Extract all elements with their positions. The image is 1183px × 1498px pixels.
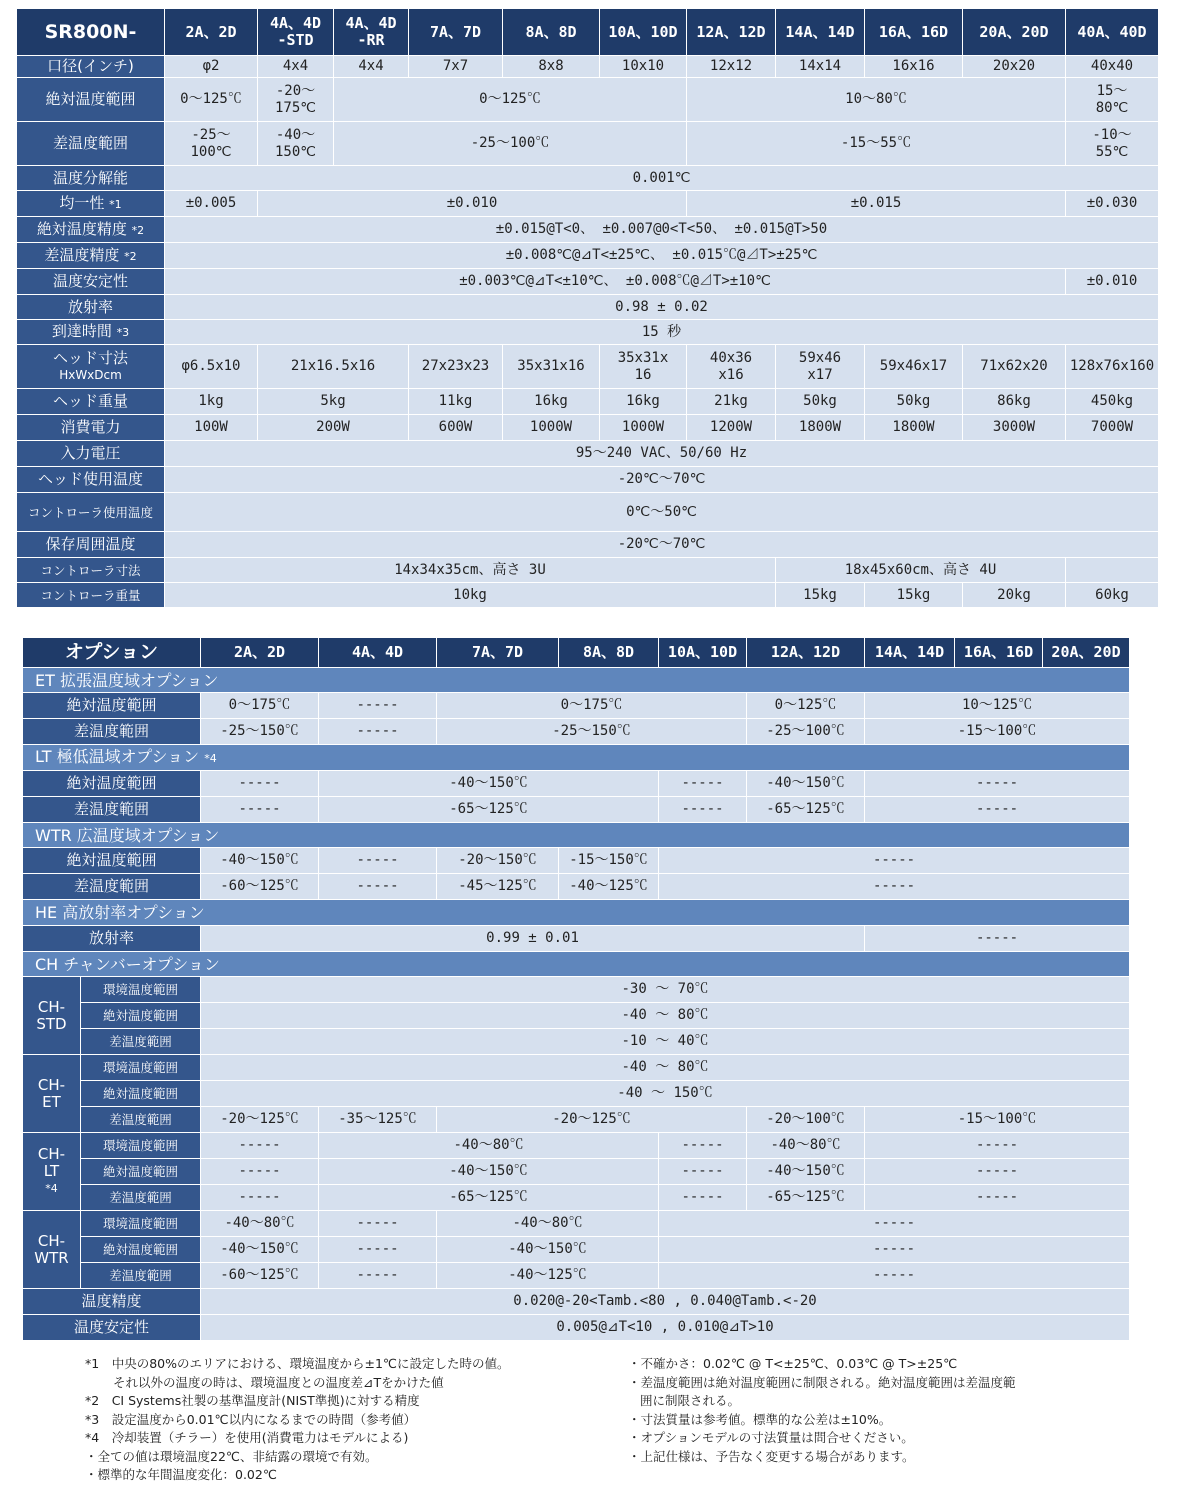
- cell: -60～125℃: [201, 874, 319, 900]
- cell: -40 ～ 80℃: [201, 1055, 1130, 1081]
- cell: -----: [865, 771, 1130, 797]
- cell: -----: [319, 1237, 437, 1263]
- cell: -40～80℃: [747, 1133, 865, 1159]
- model-header: 7A、7D: [409, 9, 503, 56]
- cell: -65～125℃: [747, 797, 865, 823]
- cell: -65～125℃: [319, 1185, 659, 1211]
- cell: 16kg: [600, 389, 687, 415]
- model-header: 8A、8D: [559, 638, 659, 668]
- cell: 11kg: [409, 389, 503, 415]
- model-header: 14A、14D: [776, 9, 865, 56]
- cell: -----: [659, 797, 747, 823]
- cell: -60～125℃: [201, 1263, 319, 1289]
- row-label: 保存周囲温度: [17, 532, 165, 558]
- row-label: 環境温度範囲: [81, 1133, 201, 1159]
- cell: φ6.5x10: [165, 345, 258, 389]
- row-label: ヘッド重量: [17, 389, 165, 415]
- cell: ±0.015@T<0、 ±0.007@0<T<50、 ±0.015@T>50: [165, 217, 1159, 243]
- cell: -----: [319, 1211, 437, 1237]
- cell: 95～240 VAC、50/60 Hz: [165, 441, 1159, 467]
- cell: 16kg: [503, 389, 600, 415]
- note-line: *3 設定温度から0.01℃以内になるまでの時間（参考値）: [85, 1411, 417, 1427]
- row-label: 温度分解能: [17, 166, 165, 191]
- cell: ±0.010: [258, 191, 687, 217]
- group-label: CH- ET: [23, 1055, 81, 1133]
- row-label: 環境温度範囲: [81, 977, 201, 1003]
- cell: -----: [319, 693, 437, 719]
- cell: 0.98 ± 0.02: [165, 295, 1159, 320]
- note-mark: *2: [124, 249, 137, 263]
- row-label: コントローラ重量: [17, 583, 165, 608]
- options-table: [22, 637, 1130, 1341]
- cell: 1kg: [165, 389, 258, 415]
- model-header: 16A、16D: [955, 638, 1043, 668]
- cell: 7x7: [409, 56, 503, 78]
- cell: -----: [319, 848, 437, 874]
- cell: 18x45x60cm、高さ 4U: [776, 558, 1066, 583]
- note-line: 囲に制限される。: [640, 1393, 741, 1408]
- cell: -----: [865, 1159, 1130, 1185]
- cell: 12x12: [687, 56, 776, 78]
- cell: -40～150℃: [201, 848, 319, 874]
- row-label: [17, 345, 165, 389]
- cell: -----: [201, 1159, 319, 1185]
- row-label: ヘッド使用温度: [17, 467, 165, 493]
- cell: -40～150℃: [201, 1237, 319, 1263]
- cell: 10x10: [600, 56, 687, 78]
- cell: -----: [659, 1211, 1130, 1237]
- cell: 4x4: [258, 56, 334, 78]
- row-label: 温度安定性: [17, 269, 165, 295]
- row-label: 環境温度範囲: [81, 1055, 201, 1081]
- cell: -40 ～ 80℃: [201, 1003, 1130, 1029]
- row-label: 差温度範囲: [23, 874, 201, 900]
- cell: -----: [865, 1185, 1130, 1211]
- cell: 200W: [258, 415, 409, 441]
- cell: 0.005@⊿T<10 , 0.010@⊿T>10: [201, 1315, 1130, 1341]
- cell: 0～175℃: [201, 693, 319, 719]
- section-ch: CH チャンバーオプション: [23, 952, 1130, 977]
- cell: 10kg: [165, 583, 776, 608]
- cell: -40～80℃: [319, 1133, 659, 1159]
- model-header: 2A、2D: [201, 638, 319, 668]
- model-header: 2A、2D: [165, 9, 258, 56]
- section-he: HE 高放射率オプション: [23, 900, 1130, 926]
- cell: 10～125℃: [865, 693, 1130, 719]
- cell: 1800W: [865, 415, 963, 441]
- group-label: CH- WTR: [23, 1211, 81, 1289]
- model-header: 4A、4D: [319, 638, 437, 668]
- cell: 3000W: [963, 415, 1066, 441]
- cell: -10～ 55℃: [1066, 122, 1159, 166]
- cell: -----: [865, 797, 1130, 823]
- cell: 15kg: [776, 583, 865, 608]
- model-header: 20A、20D: [1043, 638, 1130, 668]
- model-header: 14A、14D: [865, 638, 955, 668]
- note-line: *1 中央の80%のエリアにおける、環境温度から±1℃に設定した時の値。: [85, 1356, 510, 1371]
- cell: -40 ～ 150℃: [201, 1081, 1130, 1107]
- cell: 0～125℃: [165, 78, 258, 122]
- cell: -40～150℃: [319, 771, 659, 797]
- note-mark: *4: [204, 752, 217, 765]
- group-label-text: CH- LT: [37, 1145, 66, 1180]
- cell: ±0.030: [1066, 191, 1159, 217]
- cell: 15～ 80℃: [1066, 78, 1159, 122]
- cell: -25～ 100℃: [165, 122, 258, 166]
- cell: -25～100℃: [334, 122, 687, 166]
- model-header: 40A、40D: [1066, 9, 1159, 56]
- row-label: 差温度範囲: [81, 1185, 201, 1211]
- label-text: 均一性: [59, 193, 105, 212]
- label-text: 絶対温度精度: [36, 219, 127, 238]
- cell: -----: [319, 1263, 437, 1289]
- cell: 600W: [409, 415, 503, 441]
- cell: 27x23x23: [409, 345, 503, 389]
- row-label: [17, 217, 165, 243]
- cell: 15 秒: [165, 320, 1159, 345]
- row-label: 差温度範囲: [81, 1263, 201, 1289]
- label-text: 到達時間: [51, 322, 112, 340]
- cell: [1066, 558, 1159, 583]
- cell: -20～125℃: [201, 1107, 319, 1133]
- note-mark: *4: [45, 1182, 58, 1195]
- cell: -----: [659, 771, 747, 797]
- cell: -----: [201, 1133, 319, 1159]
- cell: -----: [659, 1159, 747, 1185]
- note-line: *4 冷却装置（チラー）を使用(消費電力はモデルによる): [85, 1430, 409, 1445]
- cell: 5kg: [258, 389, 409, 415]
- row-label: 温度精度: [23, 1289, 201, 1315]
- cell: 40x40: [1066, 56, 1159, 78]
- cell: 1200W: [687, 415, 776, 441]
- cell: 0.020@-20<Tamb.<80 , 0.040@Tamb.<-20: [201, 1289, 1130, 1315]
- cell: -30 ～ 70℃: [201, 977, 1130, 1003]
- row-label: 放射率: [17, 295, 165, 320]
- cell: φ2: [165, 56, 258, 78]
- row-label: 差温度範囲: [23, 797, 201, 823]
- cell: -40～150℃: [319, 1159, 659, 1185]
- cell: -40～80℃: [437, 1211, 659, 1237]
- notes-left: [85, 1355, 615, 1485]
- group-label: CH- STD: [23, 977, 81, 1055]
- note-line: *2 CI Systems社製の基準温度計(NIST準拠)に対する精度: [85, 1393, 420, 1408]
- cell: 86kg: [963, 389, 1066, 415]
- cell: -15～55℃: [687, 122, 1066, 166]
- cell: -20℃～70℃: [165, 532, 1159, 558]
- cell: 1000W: [600, 415, 687, 441]
- cell: -65～125℃: [747, 1185, 865, 1211]
- cell: -20℃～70℃: [165, 467, 1159, 493]
- row-label: [17, 320, 165, 345]
- row-label: 絶対温度範囲: [81, 1237, 201, 1263]
- cell: 20kg: [963, 583, 1066, 608]
- note-line: ・寸法質量は参考値。標準的な公差は±10%。: [628, 1411, 892, 1427]
- cell: 50kg: [865, 389, 963, 415]
- cell: 21x16.5x16: [258, 345, 409, 389]
- cell: -----: [865, 926, 1130, 952]
- cell: -----: [319, 874, 437, 900]
- cell: -20～150℃: [437, 848, 559, 874]
- row-label: 放射率: [23, 926, 201, 952]
- cell: 14x34x35cm、高さ 3U: [165, 558, 776, 583]
- note-line: ・差温度範囲は絶対温度範囲に制限される。絶対温度範囲は差温度範: [628, 1374, 1016, 1390]
- cell: -----: [659, 1237, 1130, 1263]
- spec-table: [16, 8, 1159, 608]
- row-label: [17, 191, 165, 217]
- row-label: 消費電力: [17, 415, 165, 441]
- model-header: 4A、4D -STD: [258, 9, 334, 56]
- model-header: 10A、10D: [659, 638, 747, 668]
- cell: -15～150℃: [559, 848, 659, 874]
- cell: 1000W: [503, 415, 600, 441]
- cell: -40～150℃: [437, 1237, 659, 1263]
- cell: -----: [659, 848, 1130, 874]
- cell: -----: [865, 1133, 1130, 1159]
- row-label: 絶対温度範囲: [81, 1081, 201, 1107]
- note-line: ・不確かさ：0.02℃ @ T<±25℃、0.03℃ @ T>±25℃: [628, 1356, 958, 1371]
- cell: -40～125℃: [559, 874, 659, 900]
- cell: -40～150℃: [747, 771, 865, 797]
- row-label: コントローラ寸法: [17, 558, 165, 583]
- cell: 10～80℃: [687, 78, 1066, 122]
- cell: 1800W: [776, 415, 865, 441]
- cell: -----: [659, 874, 1130, 900]
- note-mark: *2: [131, 223, 145, 237]
- row-label: 絶対温度範囲: [23, 693, 201, 719]
- row-label: [17, 243, 165, 269]
- label-text: ヘッド寸法: [52, 348, 128, 367]
- row-label: 絶対温度範囲: [23, 771, 201, 797]
- note-mark: *3: [116, 326, 130, 339]
- label-unit: HxWxDcm: [59, 367, 122, 382]
- cell: 8x8: [503, 56, 600, 78]
- row-label: 入力電圧: [17, 441, 165, 467]
- cell: ±0.005: [165, 191, 258, 217]
- cell: -15～100℃: [865, 1107, 1130, 1133]
- row-label: 差温度範囲: [81, 1107, 201, 1133]
- cell: -----: [201, 1185, 319, 1211]
- model-header: 12A、12D: [747, 638, 865, 668]
- cell: 0～125℃: [334, 78, 687, 122]
- note-mark: *1: [109, 197, 122, 211]
- cell: -----: [201, 771, 319, 797]
- cell: ±0.015: [687, 191, 1066, 217]
- row-label: 温度安定性: [23, 1315, 201, 1341]
- cell: -10 ～ 40℃: [201, 1029, 1130, 1055]
- cell: -40～ 150℃: [258, 122, 334, 166]
- model-header: 4A、4D -RR: [334, 9, 409, 56]
- row-label: 差温度範囲: [17, 122, 165, 166]
- note-line: ・オプションモデルの寸法質量は問合せください。: [628, 1430, 914, 1445]
- cell: 21kg: [687, 389, 776, 415]
- cell: -----: [201, 797, 319, 823]
- row-label: 口径(インチ): [17, 56, 165, 78]
- cell: -20～100℃: [747, 1107, 865, 1133]
- model-header: 8A、8D: [503, 9, 600, 56]
- cell: ±0.003℃@⊿T<±10℃、 ±0.008℃@⊿T>±10℃: [165, 269, 1066, 295]
- row-label: 絶対温度範囲: [81, 1159, 201, 1185]
- cell: -20～125℃: [437, 1107, 747, 1133]
- cell: 35x31x16: [503, 345, 600, 389]
- model-header: 12A、12D: [687, 9, 776, 56]
- cell: 0℃～50℃: [165, 493, 1159, 532]
- model-header: 7A、7D: [437, 638, 559, 668]
- cell: -15～100℃: [865, 719, 1130, 745]
- cell: 71x62x20: [963, 345, 1066, 389]
- cell: 20x20: [963, 56, 1066, 78]
- note-line: ・上記仕様は、予告なく変更する場合があります。: [628, 1448, 915, 1464]
- cell: 40x36 x16: [687, 345, 776, 389]
- note-line: それ以外の温度の時は、環境温度との温度差⊿Tをかけた値: [113, 1374, 444, 1390]
- cell: 100W: [165, 415, 258, 441]
- cell: -----: [659, 1133, 747, 1159]
- cell: 0.001℃: [165, 166, 1159, 191]
- cell: -25～100℃: [747, 719, 865, 745]
- cell: -35～125℃: [319, 1107, 437, 1133]
- cell: 4x4: [334, 56, 409, 78]
- row-label: 絶対温度範囲: [81, 1003, 201, 1029]
- row-label: コントローラ使用温度: [17, 493, 165, 532]
- row-label: 差温度範囲: [81, 1029, 201, 1055]
- cell: -25～150℃: [437, 719, 747, 745]
- cell: 14x14: [776, 56, 865, 78]
- notes-right: [628, 1355, 1128, 1466]
- cell: -40～150℃: [747, 1159, 865, 1185]
- note-line: ・標準的な年間温度変化：0.02℃: [85, 1467, 277, 1482]
- cell: 128x76x160: [1066, 345, 1159, 389]
- model-header: 10A、10D: [600, 9, 687, 56]
- row-label: 絶対温度範囲: [23, 848, 201, 874]
- cell: -40～125℃: [437, 1263, 659, 1289]
- note-line: ・全ての値は環境温度22℃、非結露の環境で有効。: [85, 1448, 378, 1464]
- cell: 35x31x 16: [600, 345, 687, 389]
- cell: -----: [659, 1185, 747, 1211]
- cell: -25～150℃: [201, 719, 319, 745]
- cell: 0.99 ± 0.01: [201, 926, 865, 952]
- options-title: オプション: [23, 638, 201, 668]
- cell: -----: [319, 719, 437, 745]
- row-label: 差温度範囲: [23, 719, 201, 745]
- cell: 7000W: [1066, 415, 1159, 441]
- label-text: 差温度精度: [44, 245, 120, 264]
- cell: 50kg: [776, 389, 865, 415]
- cell: 450kg: [1066, 389, 1159, 415]
- cell: -----: [659, 1263, 1130, 1289]
- model-header: 20A、20D: [963, 9, 1066, 56]
- cell: -20～ 175℃: [258, 78, 334, 122]
- section-et: ET 拡張温度域オプション: [23, 668, 1130, 693]
- cell: -45～125℃: [437, 874, 559, 900]
- row-label: 絶対温度範囲: [17, 78, 165, 122]
- cell: 59x46 x17: [776, 345, 865, 389]
- section-title: LT 極低温域オプション: [35, 747, 200, 766]
- cell: 16x16: [865, 56, 963, 78]
- cell: 0～175℃: [437, 693, 747, 719]
- group-label: [23, 1133, 81, 1211]
- model-header: 16A、16D: [865, 9, 963, 56]
- cell: -40～80℃: [201, 1211, 319, 1237]
- cell: 0～125℃: [747, 693, 865, 719]
- cell: 60kg: [1066, 583, 1159, 608]
- cell: ±0.010: [1066, 269, 1159, 295]
- cell: 15kg: [865, 583, 963, 608]
- row-label: 環境温度範囲: [81, 1211, 201, 1237]
- spec-title: SR800N-: [17, 9, 165, 56]
- cell: -65～125℃: [319, 797, 659, 823]
- cell: ±0.008℃@⊿T<±25℃、 ±0.015℃@⊿T>±25℃: [165, 243, 1159, 269]
- section-wtr: WTR 広温度域オプション: [23, 823, 1130, 848]
- section-lt: [23, 745, 1130, 771]
- cell: 59x46x17: [865, 345, 963, 389]
